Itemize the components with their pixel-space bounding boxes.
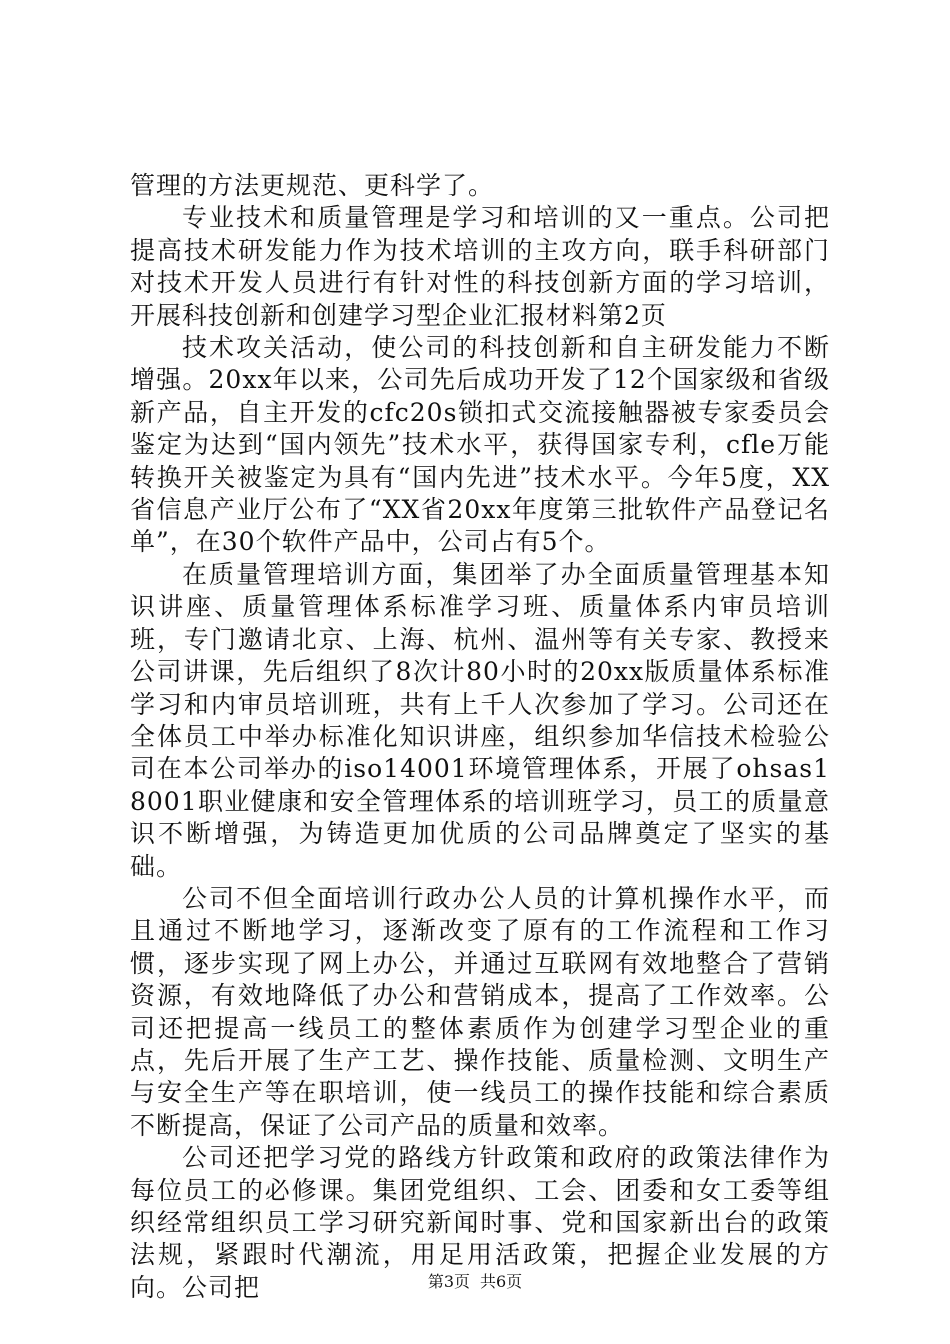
paragraph-3: 技术攻关活动，使公司的科技创新和自主研发能力不断增强。20xx年以来，公司先后成功开发了12个国家级和省级新产品，自主开发的cfc20s锁扣式交流接触器被专家委员会鉴定为达到“国内领先”技术水平，获得国家专利，cfle万能转换开关被鉴定为具有“国内先进”技术水平。今年5度，XX省信息产业厅公布了“XX省20xx年度第三批软件产品登记名单”，在30个软件产品中，公司占有5个。	[130, 333, 830, 557]
paragraph-4: 在质量管理培训方面，集团举了办全面质量管理基本知识讲座、质量管理体系标准学习班、质量体系内审员培训班，专门邀请北京、上海、杭州、温州等有关专家、教授来公司讲课，先后组织了8次计80小时的20xx版质量体系标准学习和内审员培训班，共有上千人次参加了学习。公司还在全体员工中举办标准化知识讲座，组织参加华信技术检验公司在本公司举办的iso14001环境管理体系，开展了ohsas18001职业健康和安全管理体系的培训班学习，员工的质量意识不断增强，为铸造更加优质的公司品牌奠定了坚实的基础。	[130, 559, 830, 881]
document-body	[130, 170, 830, 1304]
paragraph-5: 公司不但全面培训行政办公人员的计算机操作水平，而且通过不断地学习，逐渐改变了原有的工作流程和工作习惯，逐步实现了网上办公，并通过互联网有效地整合了营销资源，有效地降低了办公和营销成本，提高了工作效率。公司还把提高一线员工的整体素质作为创建学习型企业的重点，先后开展了生产工艺、操作技能、质量检测、文明生产与安全生产等在职培训，使一线员工的操作技能和综合素质不断提高，保证了公司产品的质量和效率。	[130, 883, 830, 1140]
paragraph-1: 管理的方法更规范、更科学了。	[130, 171, 495, 200]
page-footer	[0, 1272, 950, 1292]
page-number: 第3页	[427, 1272, 470, 1291]
paragraph-6: 公司还把学习党的路线方针政策和政府的政策法律作为每位员工的必修课。集团党组织、工会、团委和女工委等组织经常组织员工学习研究新闻时事、党和国家新出台的政策法规，紧跟时代潮流，用足用活政策，把握企业发展的方向。公司把	[130, 1143, 830, 1302]
paragraph-2: 专业技术和质量管理是学习和培训的又一重点。公司把提高技术研发能力作为技术培训的主攻方向，联手科研部门对技术开发人员进行有针对性的科技创新方面的学习培训，开展科技创新和创建学习型企业汇报材料第2页	[130, 203, 830, 330]
page-total: 共6页	[480, 1272, 523, 1291]
